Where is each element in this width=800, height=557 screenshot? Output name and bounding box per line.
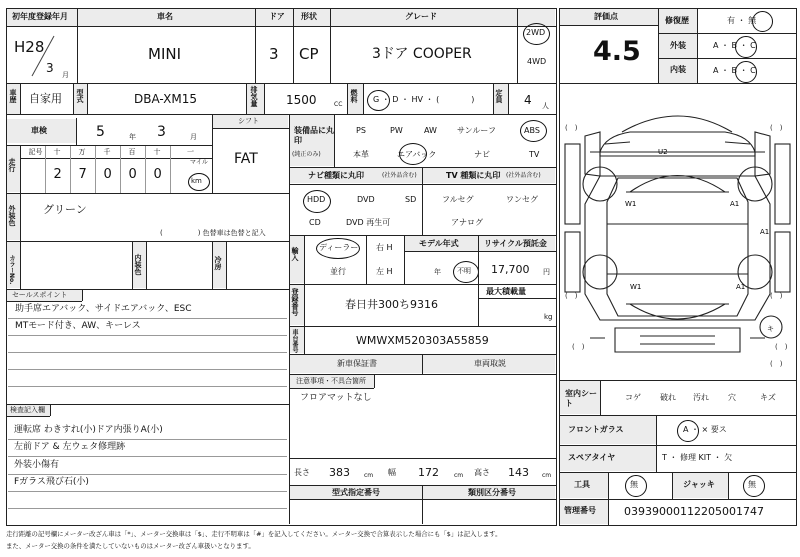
drive-4wd: 4WD — [527, 57, 547, 66]
exterior-color-note: ( ) 色替車は色替と記入 — [160, 229, 266, 237]
tv-oneseg: ワンセグ — [506, 195, 538, 204]
first-reg-month: 3 — [46, 61, 54, 75]
equip-airbag: エアバック — [397, 150, 437, 159]
warranty-new: 新車保証書 — [337, 359, 377, 368]
fuel-options: G ・ D ・ HV ・ ( ) — [373, 95, 475, 104]
repair-options: 有 ・ 無 — [727, 16, 757, 25]
navi-sd: SD — [405, 195, 417, 204]
control-no-label: 管理番号 — [564, 506, 596, 515]
import-dealer: ディーラー — [319, 243, 359, 252]
damage-mark: U2 — [658, 148, 668, 156]
tools-value: 無 — [630, 480, 638, 489]
registration-value: 春日井300ち9316 — [345, 298, 438, 311]
seat-option: 汚れ — [693, 393, 709, 402]
height-unit: cm — [542, 472, 552, 479]
displacement-value: 1500 — [286, 93, 317, 107]
shape-header: 形状 — [301, 12, 317, 21]
sales-points-label: セールスポイント — [12, 291, 68, 299]
exterior-grade-label: 外装 — [670, 41, 686, 50]
damage-mark: キ — [767, 325, 774, 333]
tv-fullseg: フルセグ — [442, 195, 474, 204]
equip-aw: AW — [424, 126, 437, 135]
shift-value: FAT — [234, 151, 258, 167]
svg-text:( ): ( ) — [770, 292, 783, 300]
spare-tire-label: スペアタイヤ — [568, 453, 616, 462]
displacement-label: 排気量 — [250, 86, 258, 107]
length-label: 長さ — [294, 468, 310, 477]
shaken-month-unit: 月 — [190, 133, 197, 141]
capacity-value: 4 — [524, 93, 532, 107]
shaken-month: 3 — [157, 124, 166, 140]
model-label: 型式 — [76, 89, 84, 103]
doors-value: 3 — [269, 45, 279, 63]
max-load-label: 最大積載量 — [486, 287, 526, 296]
first-reg-era: H28 — [14, 38, 45, 56]
first-reg-month-unit: 月 — [62, 71, 69, 79]
navi-label: ナビ種類に丸印 — [308, 171, 364, 180]
recycle-label: リサイクル預託金 — [484, 239, 547, 248]
chassis-value: WMWXM520303A55859 — [356, 334, 489, 347]
tv-label: TV 種類に丸印 — [446, 171, 501, 180]
interior-grade-options: A ・ B ・ C — [713, 66, 756, 75]
length-value: 383 — [329, 466, 350, 479]
import-parallel: 並行 — [330, 267, 346, 276]
capacity-label: 定員 — [495, 89, 503, 103]
inspection-line-3: 外装小傷有 — [14, 460, 60, 470]
equip-pw: PW — [390, 126, 403, 135]
damage-mark: A1 — [736, 283, 746, 291]
svg-text:( ): ( ) — [565, 292, 578, 300]
control-no-value: 03939000112205001747 — [624, 505, 764, 518]
mileage-digit-header: 万 — [78, 148, 86, 156]
mileage-label: 走行 — [8, 158, 16, 172]
seat-option: キズ — [760, 393, 776, 402]
mileage-digit: 2 — [53, 167, 62, 182]
equip-navi: ナビ — [474, 150, 490, 159]
grade-header: グレード — [405, 12, 437, 21]
svg-text:( ): ( ) — [565, 124, 578, 132]
car-diagram — [560, 84, 795, 380]
jack-label: ジャッキ — [683, 480, 715, 489]
score-label: 評価点 — [594, 12, 618, 21]
inspection-label: 検査記入欄 — [10, 406, 45, 414]
equip-abs: ABS — [524, 126, 540, 135]
mileage-digit: 0 — [103, 167, 112, 182]
equip-leather: 本革 — [353, 150, 369, 159]
equipment-sub: (純正のみ) — [292, 151, 321, 158]
equip-ps: PS — [356, 126, 366, 135]
spare-tire-options: T ・ 修理 KIT ・ 欠 — [662, 453, 733, 462]
interior-grade-label: 内装 — [670, 65, 686, 74]
sales-point-line-2: MTモード付き、AW、キーレス — [15, 321, 141, 331]
reg-year-header: 初年度登録年月 — [12, 12, 68, 21]
car-name-header: 車名 — [157, 12, 173, 21]
inspection-line-4: Fガラス飛び石(小) — [14, 477, 89, 487]
svg-text:( ): ( ) — [770, 360, 783, 368]
seat-option: 破れ — [660, 393, 676, 402]
color-no-label: カラーNo. — [8, 255, 15, 285]
type-designation-label: 型式指定番号 — [332, 488, 380, 497]
history-label: 車歴 — [9, 89, 17, 103]
mileage-digit: 0 — [128, 167, 137, 182]
mileage-digit-header: 千 — [103, 148, 111, 156]
import-label: 輸入 — [291, 247, 299, 261]
svg-text:( ): ( ) — [770, 124, 783, 132]
cc-unit: CC — [334, 101, 343, 108]
import-right: 右 H — [376, 243, 393, 252]
inspection-line-2: 左前ドア & 左ウェタ修理跡 — [14, 442, 126, 452]
mileage-digit: 7 — [78, 167, 87, 182]
navi-dvd: DVD — [357, 195, 375, 204]
seat-option: 穴 — [728, 393, 736, 402]
equip-sunroof: サンルーフ — [457, 126, 496, 135]
model-year-unknown: 不明 — [457, 267, 471, 275]
navi-sub: (社外品含む) — [382, 172, 417, 179]
inspection-line-1: 運転席 わきすれ(小)ドア内張りA(小) — [14, 425, 163, 435]
jack-value: 無 — [748, 480, 756, 489]
mileage-digit-header: 十 — [153, 148, 161, 156]
equipment-label: 装備品に丸印 — [294, 126, 334, 146]
car-name-value: MINI — [148, 45, 182, 63]
recycle-unit: 円 — [543, 268, 550, 276]
svg-text:( ): ( ) — [572, 343, 585, 351]
height-label: 高さ — [474, 468, 490, 477]
model-value: DBA-XM15 — [134, 92, 197, 106]
notes-value: フロアマットなし — [300, 393, 372, 403]
drive-2wd: 2WD — [526, 28, 546, 37]
tv-sub: (社外品含む) — [506, 172, 541, 179]
svg-text:( ): ( ) — [775, 343, 788, 351]
grade-value: 3ドア COOPER — [372, 46, 472, 62]
sales-point-line-1: 助手席エアバック、サイドエアバック、ESC — [15, 304, 192, 314]
recycle-value: 17,700 — [491, 263, 530, 276]
km-unit: km — [191, 177, 202, 185]
import-left: 左 H — [376, 267, 393, 276]
interior-seat-label: 室内シート — [565, 389, 597, 409]
footer-line-2: また、メーター交換の条件を満たしていないものはメーター改ざん車扱いとなります。 — [6, 542, 255, 550]
mileage-digit-header: 記号 — [28, 148, 43, 156]
mile-unit: マイル — [190, 159, 208, 166]
tools-label: 工具 — [574, 480, 590, 489]
equip-tv: TV — [529, 150, 540, 159]
notes-label: 注意事項・不具合箇所 — [296, 377, 366, 385]
height-value: 143 — [508, 466, 529, 479]
tv-analog: アナログ — [451, 218, 483, 227]
seat-option: コゲ — [625, 393, 641, 402]
shape-value: CP — [299, 45, 319, 63]
width-value: 172 — [418, 466, 439, 479]
shaken-label: 車検 — [31, 126, 47, 135]
max-load-unit: kg — [544, 313, 553, 321]
exterior-color-label: 外装色 — [8, 205, 16, 226]
mileage-digit-header: 十 — [53, 148, 61, 156]
front-glass-options: A ・ × 要ス — [683, 425, 727, 434]
cold-label: 冷房 — [214, 256, 222, 270]
person-unit: 人 — [542, 102, 549, 110]
navi-cd: CD — [309, 218, 321, 227]
class-label: 類別区分番号 — [468, 488, 516, 497]
model-year-label: モデル年式 — [419, 239, 459, 248]
mileage-digit-header: 一 — [187, 148, 194, 156]
fuel-label: 燃料 — [350, 89, 358, 103]
footer-line-1: 走行距離の記号欄にメーター改ざん車は「*」、メーター交換車は「$」、走行不明車は「#」を記入してください。メーター交換で合算表示した場合にも「$」は記入します。 — [6, 530, 502, 538]
mileage-digit: 0 — [153, 167, 162, 182]
length-unit: cm — [364, 472, 374, 479]
front-glass-label: フロントガラス — [568, 425, 624, 434]
shaken-year: 5 — [96, 124, 105, 140]
damage-mark: A1 — [760, 228, 770, 236]
warranty-manual: 車両取説 — [474, 359, 506, 368]
score-value: 4.5 — [593, 36, 641, 67]
repair-label: 修復歴 — [665, 16, 689, 25]
model-year-unit: 年 — [434, 268, 441, 276]
doors-header: ドア — [269, 12, 285, 21]
navi-dvd-play: DVD 再生可 — [346, 218, 391, 227]
width-label: 幅 — [388, 468, 396, 477]
interior-color-label: 内装色 — [134, 254, 142, 275]
shaken-year-unit: 年 — [129, 133, 136, 141]
exterior-color-value: グリーン — [43, 203, 87, 216]
damage-mark: W1 — [630, 283, 642, 291]
damage-mark: A1 — [730, 200, 740, 208]
navi-hdd: HDD — [307, 195, 326, 204]
chassis-label: 車台番号 — [291, 329, 298, 353]
damage-mark: W1 — [625, 200, 637, 208]
width-unit: cm — [454, 472, 464, 479]
use-value: 自家用 — [29, 92, 62, 105]
shift-label: シフト — [238, 117, 259, 125]
exterior-grade-options: A ・ B ・ C — [713, 41, 756, 50]
registration-label: 登録番号 — [291, 288, 299, 316]
mileage-digit-header: 百 — [128, 148, 136, 156]
